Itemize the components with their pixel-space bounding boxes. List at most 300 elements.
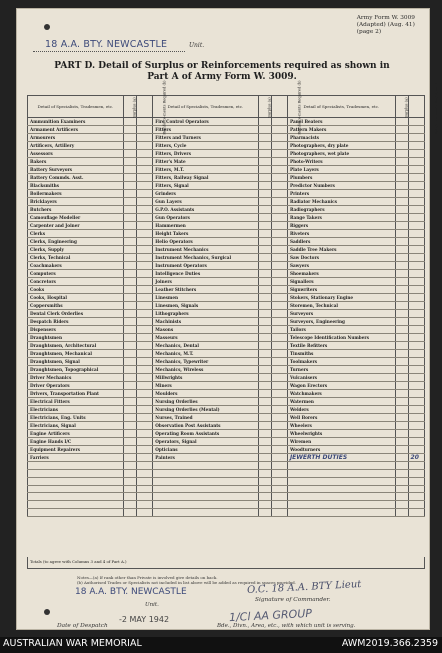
reinforcement-cell[interactable] [271,166,287,174]
surplus-cell[interactable] [395,174,408,182]
reinforcement-cell[interactable] [136,390,152,398]
reinforcement-cell[interactable] [408,262,424,270]
surplus-cell[interactable] [258,430,271,438]
surplus-cell[interactable] [395,246,408,254]
reinforcement-cell[interactable] [408,142,424,150]
reinforcement-cell[interactable] [136,374,152,382]
surplus-cell[interactable] [124,206,137,214]
surplus-cell[interactable] [124,150,137,158]
surplus-cell[interactable] [258,406,271,414]
blank-cell[interactable] [136,477,152,485]
blank-cell[interactable] [28,477,124,485]
surplus-cell[interactable] [258,454,271,462]
surplus-cell[interactable] [258,310,271,318]
reinforcement-cell[interactable] [408,358,424,366]
blank-cell[interactable] [258,509,271,517]
blank-cell[interactable] [153,477,258,485]
reinforcement-cell[interactable] [136,366,152,374]
surplus-cell[interactable] [124,302,137,310]
surplus-cell[interactable] [258,246,271,254]
surplus-cell[interactable] [258,422,271,430]
surplus-cell[interactable] [395,206,408,214]
blank-cell[interactable] [136,501,152,509]
blank-cell[interactable] [287,501,395,509]
blank-cell[interactable] [408,493,424,501]
reinforcement-cell[interactable] [271,414,287,422]
reinforcement-cell[interactable] [271,294,287,302]
blank-cell[interactable] [395,501,408,509]
blank-cell[interactable] [395,493,408,501]
blank-cell[interactable] [28,485,124,493]
reinforcement-cell[interactable] [271,430,287,438]
reinforcement-cell[interactable] [408,270,424,278]
surplus-cell[interactable] [258,118,271,126]
surplus-cell[interactable] [395,166,408,174]
reinforcement-cell[interactable] [271,398,287,406]
surplus-cell[interactable] [395,430,408,438]
reinforcement-cell[interactable] [136,286,152,294]
reinforcement-cell[interactable] [136,278,152,286]
blank-cell[interactable] [395,462,408,470]
surplus-cell[interactable] [124,310,137,318]
reinforcement-cell[interactable] [136,198,152,206]
reinforcement-cell[interactable] [271,222,287,230]
reinforcement-cell[interactable] [408,446,424,454]
reinforcement-cell[interactable] [271,246,287,254]
reinforcement-cell[interactable] [271,230,287,238]
reinforcement-cell[interactable] [408,158,424,166]
reinforcement-cell[interactable] [136,414,152,422]
reinforcement-cell[interactable] [136,318,152,326]
reinforcement-cell[interactable] [271,174,287,182]
reinforcement-cell[interactable] [271,206,287,214]
reinforcement-cell[interactable] [136,230,152,238]
reinforcement-cell[interactable] [408,310,424,318]
reinforcement-cell[interactable] [271,198,287,206]
surplus-cell[interactable] [395,398,408,406]
reinforcement-cell[interactable] [271,446,287,454]
reinforcement-cell[interactable] [408,190,424,198]
blank-cell[interactable] [153,485,258,493]
surplus-cell[interactable] [395,414,408,422]
surplus-cell[interactable] [395,310,408,318]
blank-cell[interactable] [258,477,271,485]
blank-cell[interactable] [287,469,395,477]
blank-cell[interactable] [408,469,424,477]
surplus-cell[interactable] [395,286,408,294]
reinforcement-cell[interactable] [408,438,424,446]
surplus-cell[interactable] [395,222,408,230]
surplus-cell[interactable] [124,182,137,190]
reinforcement-cell[interactable] [271,142,287,150]
reinforcement-cell[interactable] [136,302,152,310]
reinforcement-cell[interactable] [136,310,152,318]
reinforcement-cell[interactable] [136,254,152,262]
blank-cell[interactable] [124,469,137,477]
blank-cell[interactable] [271,469,287,477]
surplus-cell[interactable] [258,206,271,214]
surplus-cell[interactable] [124,190,137,198]
blank-cell[interactable] [28,493,124,501]
surplus-cell[interactable] [124,126,137,134]
blank-cell[interactable] [28,501,124,509]
blank-cell[interactable] [124,485,137,493]
blank-cell[interactable] [408,501,424,509]
reinforcement-cell[interactable] [408,174,424,182]
surplus-cell[interactable] [124,286,137,294]
surplus-cell[interactable] [395,126,408,134]
surplus-cell[interactable] [124,406,137,414]
reinforcement-cell[interactable] [271,278,287,286]
reinforcement-cell[interactable] [136,334,152,342]
surplus-cell[interactable] [258,278,271,286]
surplus-cell[interactable] [124,166,137,174]
reinforcement-cell[interactable] [136,270,152,278]
surplus-cell[interactable] [124,350,137,358]
reinforcement-cell[interactable] [136,446,152,454]
reinforcement-cell[interactable] [136,294,152,302]
blank-cell[interactable] [271,509,287,517]
reinforcement-cell[interactable] [408,278,424,286]
blank-cell[interactable] [136,493,152,501]
blank-cell[interactable] [136,469,152,477]
blank-cell[interactable] [408,477,424,485]
reinforcement-cell[interactable] [271,262,287,270]
blank-cell[interactable] [153,501,258,509]
blank-cell[interactable] [395,477,408,485]
reinforcement-cell[interactable] [408,326,424,334]
surplus-cell[interactable] [124,254,137,262]
surplus-cell[interactable] [258,350,271,358]
surplus-cell[interactable] [395,270,408,278]
reinforcement-cell[interactable] [271,318,287,326]
reinforcement-cell[interactable] [271,158,287,166]
blank-cell[interactable] [271,477,287,485]
reinforcement-cell[interactable] [136,174,152,182]
reinforcement-cell[interactable] [271,374,287,382]
surplus-cell[interactable] [258,390,271,398]
reinforcement-cell[interactable] [136,358,152,366]
surplus-cell[interactable] [395,454,408,462]
surplus-cell[interactable] [124,446,137,454]
surplus-cell[interactable] [124,398,137,406]
surplus-cell[interactable] [395,118,408,126]
surplus-cell[interactable] [395,406,408,414]
blank-cell[interactable] [258,462,271,470]
reinforcement-cell[interactable] [271,286,287,294]
reinforcement-cell[interactable] [271,118,287,126]
surplus-cell[interactable] [124,294,137,302]
surplus-cell[interactable] [258,414,271,422]
surplus-cell[interactable] [258,254,271,262]
surplus-cell[interactable] [395,318,408,326]
blank-cell[interactable] [408,462,424,470]
surplus-cell[interactable] [258,214,271,222]
surplus-cell[interactable] [258,262,271,270]
blank-cell[interactable] [408,485,424,493]
surplus-cell[interactable] [258,446,271,454]
surplus-cell[interactable] [124,270,137,278]
surplus-cell[interactable] [124,262,137,270]
surplus-cell[interactable] [395,158,408,166]
surplus-cell[interactable] [124,230,137,238]
blank-cell[interactable] [287,485,395,493]
blank-cell[interactable] [136,509,152,517]
reinforcement-cell[interactable] [136,342,152,350]
surplus-cell[interactable] [124,342,137,350]
surplus-cell[interactable] [258,334,271,342]
surplus-cell[interactable] [258,438,271,446]
blank-cell[interactable] [124,493,137,501]
surplus-cell[interactable] [395,278,408,286]
blank-cell[interactable] [271,501,287,509]
reinforcement-cell[interactable] [408,390,424,398]
surplus-cell[interactable] [258,158,271,166]
reinforcement-cell[interactable] [271,334,287,342]
surplus-cell[interactable] [395,334,408,342]
reinforcement-cell[interactable] [271,454,287,462]
reinforcement-cell[interactable] [408,382,424,390]
surplus-cell[interactable] [258,286,271,294]
surplus-cell[interactable] [258,190,271,198]
surplus-cell[interactable] [258,302,271,310]
blank-cell[interactable] [153,462,258,470]
reinforcement-cell[interactable] [408,302,424,310]
surplus-cell[interactable] [395,326,408,334]
reinforcement-cell[interactable] [408,182,424,190]
blank-cell[interactable] [271,485,287,493]
reinforcement-cell[interactable] [136,126,152,134]
surplus-cell[interactable] [258,294,271,302]
surplus-cell[interactable] [124,358,137,366]
blank-cell[interactable] [28,469,124,477]
surplus-cell[interactable] [258,126,271,134]
surplus-cell[interactable] [124,422,137,430]
surplus-cell[interactable] [395,358,408,366]
surplus-cell[interactable] [124,198,137,206]
surplus-cell[interactable] [258,342,271,350]
surplus-cell[interactable] [395,302,408,310]
surplus-cell[interactable] [124,246,137,254]
surplus-cell[interactable] [258,318,271,326]
surplus-cell[interactable] [258,326,271,334]
blank-cell[interactable] [28,462,124,470]
reinforcement-cell[interactable] [136,326,152,334]
reinforcement-cell[interactable] [408,350,424,358]
surplus-cell[interactable] [395,198,408,206]
reinforcement-cell[interactable] [136,262,152,270]
surplus-cell[interactable] [258,382,271,390]
blank-cell[interactable] [124,509,137,517]
reinforcement-cell[interactable] [408,254,424,262]
blank-cell[interactable] [271,462,287,470]
surplus-cell[interactable] [395,366,408,374]
surplus-cell[interactable] [395,142,408,150]
surplus-cell[interactable] [124,414,137,422]
surplus-cell[interactable] [124,438,137,446]
blank-cell[interactable] [395,469,408,477]
blank-cell[interactable] [287,509,395,517]
reinforcement-cell[interactable] [136,438,152,446]
surplus-cell[interactable] [395,150,408,158]
blank-cell[interactable] [28,509,124,517]
reinforcement-cell[interactable] [136,222,152,230]
surplus-cell[interactable] [258,198,271,206]
blank-cell[interactable] [271,493,287,501]
reinforcement-cell[interactable] [271,182,287,190]
surplus-cell[interactable] [258,366,271,374]
surplus-cell[interactable] [258,398,271,406]
reinforcement-cell[interactable] [271,382,287,390]
blank-cell[interactable] [287,493,395,501]
reinforcement-cell[interactable] [271,366,287,374]
surplus-cell[interactable] [395,238,408,246]
blank-cell[interactable] [395,509,408,517]
reinforcement-cell[interactable] [408,342,424,350]
reinforcement-cell[interactable] [271,358,287,366]
reinforcement-cell[interactable] [136,134,152,142]
surplus-cell[interactable] [395,182,408,190]
blank-cell[interactable] [258,501,271,509]
reinforcement-cell[interactable] [271,254,287,262]
surplus-cell[interactable] [258,374,271,382]
surplus-cell[interactable] [124,158,137,166]
reinforcement-cell[interactable] [408,366,424,374]
reinforcement-cell[interactable] [408,150,424,158]
surplus-cell[interactable] [124,222,137,230]
reinforcement-cell[interactable] [408,398,424,406]
reinforcement-cell[interactable] [408,134,424,142]
reinforcement-cell[interactable] [271,190,287,198]
reinforcement-cell[interactable] [408,318,424,326]
blank-cell[interactable] [124,462,137,470]
reinforcement-cell[interactable] [136,118,152,126]
reinforcement-cell[interactable] [408,126,424,134]
surplus-cell[interactable] [395,350,408,358]
reinforcement-cell[interactable] [136,166,152,174]
reinforcement-cell[interactable] [408,198,424,206]
surplus-cell[interactable] [258,134,271,142]
blank-cell[interactable] [287,462,395,470]
surplus-cell[interactable] [124,134,137,142]
blank-cell[interactable] [395,485,408,493]
reinforcement-cell[interactable] [408,166,424,174]
surplus-cell[interactable] [124,278,137,286]
reinforcement-cell[interactable] [271,150,287,158]
surplus-cell[interactable] [124,238,137,246]
surplus-cell[interactable] [124,174,137,182]
surplus-cell[interactable] [258,270,271,278]
reinforcement-cell[interactable] [136,430,152,438]
reinforcement-cell[interactable] [271,422,287,430]
surplus-cell[interactable] [124,390,137,398]
reinforcement-cell[interactable] [271,270,287,278]
surplus-cell[interactable] [395,254,408,262]
surplus-cell[interactable] [395,382,408,390]
surplus-cell[interactable] [258,238,271,246]
reinforcement-cell[interactable] [136,246,152,254]
reinforcement-cell[interactable] [271,126,287,134]
reinforcement-cell[interactable] [136,454,152,462]
surplus-cell[interactable] [258,150,271,158]
surplus-cell[interactable] [395,374,408,382]
reinforcement-cell[interactable] [408,334,424,342]
reinforcement-cell[interactable] [408,430,424,438]
reinforcement-cell[interactable] [408,246,424,254]
surplus-cell[interactable] [124,374,137,382]
blank-cell[interactable] [136,462,152,470]
reinforcement-cell[interactable] [136,238,152,246]
surplus-cell[interactable] [395,342,408,350]
surplus-cell[interactable] [258,182,271,190]
reinforcement-cell[interactable] [271,302,287,310]
surplus-cell[interactable] [395,134,408,142]
blank-cell[interactable] [287,477,395,485]
reinforcement-cell[interactable] [408,406,424,414]
reinforcement-cell[interactable] [408,230,424,238]
reinforcement-cell[interactable] [136,406,152,414]
reinforcement-cell[interactable] [136,190,152,198]
blank-cell[interactable] [136,485,152,493]
reinforcement-cell[interactable] [408,422,424,430]
reinforcement-cell[interactable] [271,310,287,318]
surplus-cell[interactable] [124,334,137,342]
reinforcement-cell[interactable] [136,206,152,214]
blank-cell[interactable] [153,509,258,517]
surplus-cell[interactable] [395,262,408,270]
surplus-cell[interactable] [124,430,137,438]
reinforcement-cell[interactable] [136,422,152,430]
surplus-cell[interactable] [124,318,137,326]
surplus-cell[interactable] [395,214,408,222]
surplus-cell[interactable] [124,142,137,150]
reinforcement-cell[interactable] [136,382,152,390]
reinforcement-cell[interactable] [136,398,152,406]
reinforcement-cell[interactable] [408,238,424,246]
surplus-cell[interactable] [395,294,408,302]
reinforcement-cell[interactable] [408,374,424,382]
surplus-cell[interactable] [395,446,408,454]
handwritten-reinforcement-value[interactable]: 20 [408,454,424,462]
surplus-cell[interactable] [258,358,271,366]
surplus-cell[interactable] [395,230,408,238]
reinforcement-cell[interactable] [408,286,424,294]
reinforcement-cell[interactable] [136,182,152,190]
reinforcement-cell[interactable] [271,326,287,334]
reinforcement-cell[interactable] [136,158,152,166]
surplus-cell[interactable] [258,142,271,150]
surplus-cell[interactable] [124,366,137,374]
surplus-cell[interactable] [258,230,271,238]
reinforcement-cell[interactable] [136,350,152,358]
blank-cell[interactable] [408,509,424,517]
surplus-cell[interactable] [124,382,137,390]
reinforcement-cell[interactable] [271,406,287,414]
surplus-cell[interactable] [258,166,271,174]
surplus-cell[interactable] [395,438,408,446]
reinforcement-cell[interactable] [271,350,287,358]
surplus-cell[interactable] [124,118,137,126]
reinforcement-cell[interactable] [271,238,287,246]
blank-cell[interactable] [153,469,258,477]
blank-cell[interactable] [124,501,137,509]
blank-cell[interactable] [258,493,271,501]
reinforcement-cell[interactable] [271,134,287,142]
surplus-cell[interactable] [124,214,137,222]
reinforcement-cell[interactable] [136,214,152,222]
surplus-cell[interactable] [395,422,408,430]
reinforcement-cell[interactable] [408,294,424,302]
